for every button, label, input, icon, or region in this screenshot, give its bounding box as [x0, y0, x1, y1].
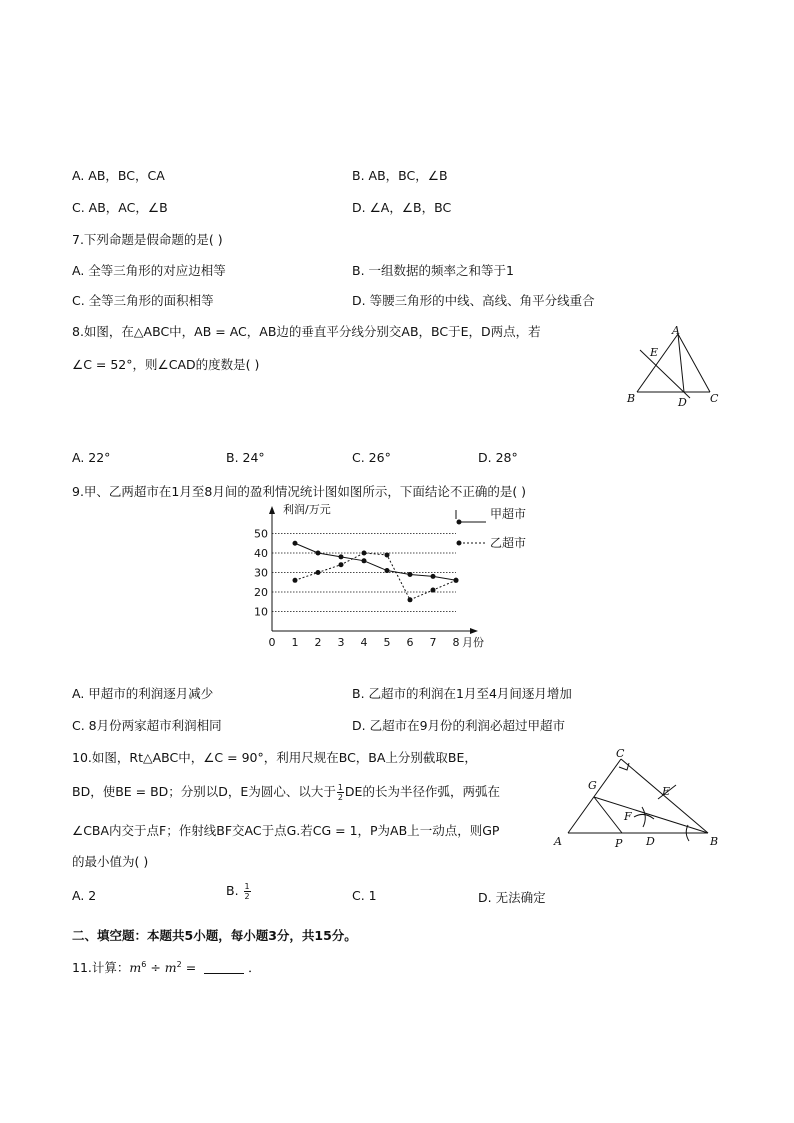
q8-side-ab [637, 334, 678, 392]
q10-option-d: D. 无法确定 [478, 890, 546, 905]
chart-point-series-2 [293, 578, 298, 583]
q11-answer-blank[interactable] [204, 961, 244, 974]
q11-suffix: ． [248, 960, 261, 975]
q11-base1: m [129, 960, 142, 975]
chart-x-tick-label: 5 [383, 636, 391, 649]
chart-point-series-2 [454, 578, 459, 583]
q10-label-c: C [616, 747, 625, 760]
chart-y-tick-label: 50 [254, 527, 268, 541]
q7-option-d: D. 等腰三角形的中线、高线、角平分线重合 [352, 293, 595, 308]
chart-y-tick-label: 30 [254, 566, 268, 580]
q6-option-d: D. ∠A，∠B，BC [352, 200, 452, 215]
q8-label-a: A [672, 324, 680, 337]
q10-ray-bf [594, 797, 708, 833]
chart-point-series-2 [431, 588, 436, 593]
chart-point-series-2 [385, 552, 390, 557]
q7-stem: 7.下列命题是假命题的是( ) [72, 232, 223, 247]
q10-stem-line1: 10.如图，Rt△ABC中，∠C = 90°，利用尺规在BC，BA上分别截取BE， [72, 750, 477, 765]
q8-option-d: D. 28° [478, 450, 518, 465]
q10-label-e: E [662, 785, 671, 798]
q10-option-b-den: 2 [244, 892, 250, 901]
q10-option-c: C. 1 [352, 888, 377, 903]
q10-label-d: D [646, 835, 655, 848]
chart-x-tick-label: 3 [337, 636, 345, 649]
q10-option-b-fraction [244, 882, 251, 901]
q10-arc-f1 [642, 807, 645, 827]
q9-stem: 9.甲、乙两超市在1月至8月间的盈利情况统计图如图所示，下面结论不正确的是( ) [72, 484, 527, 499]
chart-point-series-2 [362, 551, 367, 556]
q8-figure [622, 322, 732, 408]
q6-option-b: B. AB，BC，∠B [352, 168, 448, 183]
chart-x-arrow [470, 628, 478, 634]
chart-point-series-1 [362, 558, 367, 563]
q8-label-b: B [627, 392, 636, 405]
q7-option-a: A. 全等三角形的对应边相等 [72, 263, 226, 278]
chart-point-series-1 [408, 572, 413, 577]
q10-stem-line4: 的最小值为( ) [72, 854, 149, 869]
q6-option-c: C. AB，AC，∠B [72, 200, 168, 215]
q8-stem-line2: ∠C = 52°，则∠CAD的度数是( ) [72, 357, 260, 372]
q10-line2-part2: DE的长为半径作弧，两弧在 [344, 784, 500, 799]
q10-stem-line2 [72, 782, 500, 802]
chart-x-tick-label: 4 [360, 636, 368, 649]
chart-point-series-1 [431, 574, 436, 579]
q9-line-chart [250, 500, 550, 660]
q10-option-b [226, 882, 252, 901]
q10-fraction-num: 1 [337, 783, 343, 792]
section-heading: 二、填空题：本题共5小题，每小题3分，共15分。 [72, 928, 357, 943]
q9-option-c: C. 8月份两家超市利润相同 [72, 718, 222, 733]
q10-label-f: F [624, 810, 632, 823]
q10-label-a: A [554, 835, 562, 848]
q10-label-b: B [710, 835, 719, 848]
q8-stem-line1: 8.如图，在△ABC中，AB = AC，AB边的垂直平分线分别交AB，BC于E，D两点，若 [72, 324, 541, 339]
q11-operator: ÷ [146, 960, 165, 975]
chart-y-axis-label: 利润/万元 [283, 503, 331, 516]
legend-label-1: 甲超市 [490, 507, 527, 521]
chart-x-tick-label: 1 [291, 636, 299, 649]
chart-x-axis-label: 月份 [462, 636, 484, 649]
chart-point-series-1 [316, 551, 321, 556]
chart-x-tick-label: 2 [314, 636, 322, 649]
q11-exp2: 2 [176, 959, 182, 969]
chart-y-tick-label: 20 [254, 586, 268, 599]
chart-point-series-1 [385, 568, 390, 573]
chart-x-tick-label: 6 [406, 636, 414, 649]
q11-prefix: 11.计算： [72, 960, 130, 975]
chart-point-series-1 [293, 541, 298, 546]
q10-fraction-half [337, 783, 344, 802]
chart-x-tick-label: 8 [452, 636, 460, 649]
chart-x-tick-label: 0 [268, 636, 276, 649]
legend-label-2: 乙超市 [490, 536, 527, 550]
q10-line2-part1: BD，使BE = BD；分别以D，E为圆心、以大于 [72, 784, 336, 799]
chart-point-series-2 [316, 570, 321, 575]
q10-fraction-den: 2 [337, 793, 343, 802]
q9-option-a: A. 甲超市的利润逐月减少 [72, 686, 214, 701]
q10-label-p: P [615, 837, 623, 850]
q8-label-c: C [710, 392, 719, 405]
q8-label-e: E [650, 346, 659, 359]
q10-segment-gp [594, 797, 622, 833]
q11-base2: m [164, 960, 177, 975]
chart-y-tick-label: 10 [254, 605, 268, 619]
chart-point-series-2 [408, 597, 413, 602]
chart-x-tick-label: 7 [429, 636, 437, 649]
q10-option-b-num: 1 [244, 882, 250, 891]
q8-option-b: B. 24° [226, 450, 265, 465]
q8-option-c: C. 26° [352, 450, 391, 465]
q10-label-g: G [588, 779, 597, 792]
chart-y-arrow [269, 506, 275, 514]
q11-equals: = [181, 960, 201, 975]
chart-point-series-2 [339, 562, 344, 567]
q9-option-d: D. 乙超市在9月份的利润必超过甲超市 [352, 718, 566, 733]
chart-legend [457, 506, 527, 550]
q11-stem [72, 958, 261, 976]
q8-label-d: D [678, 396, 687, 408]
q8-option-a: A. 22° [72, 450, 111, 465]
chart-point-series-1 [339, 554, 344, 559]
q10-option-b-prefix: B. [226, 883, 243, 898]
q7-option-c: C. 全等三角形的面积相等 [72, 293, 214, 308]
q11-exp1: 6 [141, 959, 147, 969]
q10-stem-line3: ∠CBA内交于点F；作射线BF交AC于点G.若CG = 1，P为AB上一动点，则GP [72, 823, 500, 838]
q9-option-b: B. 乙超市的利润在1月至4月间逐月增加 [352, 686, 572, 701]
q7-option-b: B. 一组数据的频率之和等于1 [352, 263, 514, 278]
q10-option-a: A. 2 [72, 888, 97, 903]
q10-figure [548, 745, 728, 850]
chart-y-tick-label: 40 [254, 547, 268, 560]
q6-option-a: A. AB，BC，CA [72, 168, 165, 183]
